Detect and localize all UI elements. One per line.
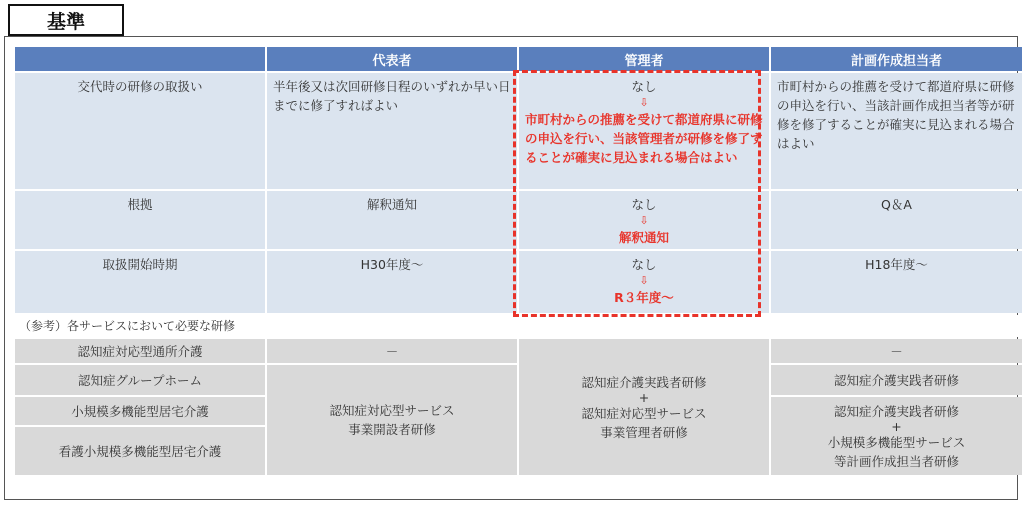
plan-cell: Q＆A [771,191,1022,249]
mgr-new-value: R３年度〜 [614,290,674,305]
mgr-training-line: 事業管理者研修 [600,424,688,440]
down-arrow-icon: ⇩ [639,214,649,227]
service-name: 認知症グループホーム [15,365,265,395]
mgr-training-line: 認知症対応型サービス [581,405,707,421]
mgr-old-value: なし [631,79,657,94]
mgr-new-value: 解釈通知 [618,230,669,245]
standards-table [13,45,1024,477]
mgr-service-training [519,339,769,475]
plan-service-none: － [771,339,1022,363]
plan-training-line: 小規模多機能型サービス [827,434,966,450]
rep-cell: H30年度〜 [267,251,517,313]
rep-cell: 半年後又は次回研修日程のいずれか早い日までに修了すればよい [267,73,517,189]
plan-service-training-combo [771,397,1022,475]
service-name: 看護小規模多機能型居宅介護 [15,427,265,475]
service-name: 認知症対応型通所介護 [15,339,265,363]
mgr-old-value: なし [631,257,657,272]
reference-row [15,315,1022,337]
row-basis [15,191,1022,249]
service-row [15,339,1022,363]
row-label: 交代時の研修の取扱い [15,73,265,189]
mgr-training-line: 認知症介護実践者研修 [581,374,707,390]
mgr-cell [519,73,769,189]
header-manager: 管理者 [519,47,769,71]
row-label: 根拠 [15,191,265,249]
plus-sign: + [638,389,650,405]
mgr-cell [519,251,769,313]
header-representative: 代表者 [267,47,517,71]
row-start-period [15,251,1022,313]
header-blank [15,47,265,71]
row-label: 取扱開始時期 [15,251,265,313]
rep-service-training: 認知症対応型サービス 事業開設者研修 [267,365,517,475]
header-plan-manager: 計画作成担当者 [771,47,1022,71]
mgr-cell [519,191,769,249]
plan-cell: H18年度〜 [771,251,1022,313]
plan-cell: 市町村からの推薦を受けて都道府県に研修の申込を行い、当該計画作成担当者等が研修を修了することが確実に見込まれる場合はよい [771,73,1022,189]
plan-service-training: 認知症介護実践者研修 [771,365,1022,395]
mgr-new-value: 市町村からの推薦を受けて都道府県に研修の申込を行い、当該管理者が研修を修了することが確実に見込まれる場合はよい [525,112,763,165]
down-arrow-icon: ⇩ [639,274,649,287]
reference-note: （参考）各サービスにおいて必要な研修 [15,315,1022,337]
section-title: 基準 [8,4,124,36]
plan-training-line: 等計画作成担当者研修 [833,453,959,469]
rep-service-none: － [267,339,517,363]
plan-training-line: 認知症介護実践者研修 [833,403,959,419]
header-row [15,47,1022,71]
down-arrow-icon: ⇩ [639,96,649,109]
rep-cell: 解釈通知 [267,191,517,249]
plus-sign: + [891,418,902,434]
service-name: 小規模多機能型居宅介護 [15,397,265,425]
mgr-old-value: なし [631,197,657,212]
row-transfer-training [15,73,1022,189]
